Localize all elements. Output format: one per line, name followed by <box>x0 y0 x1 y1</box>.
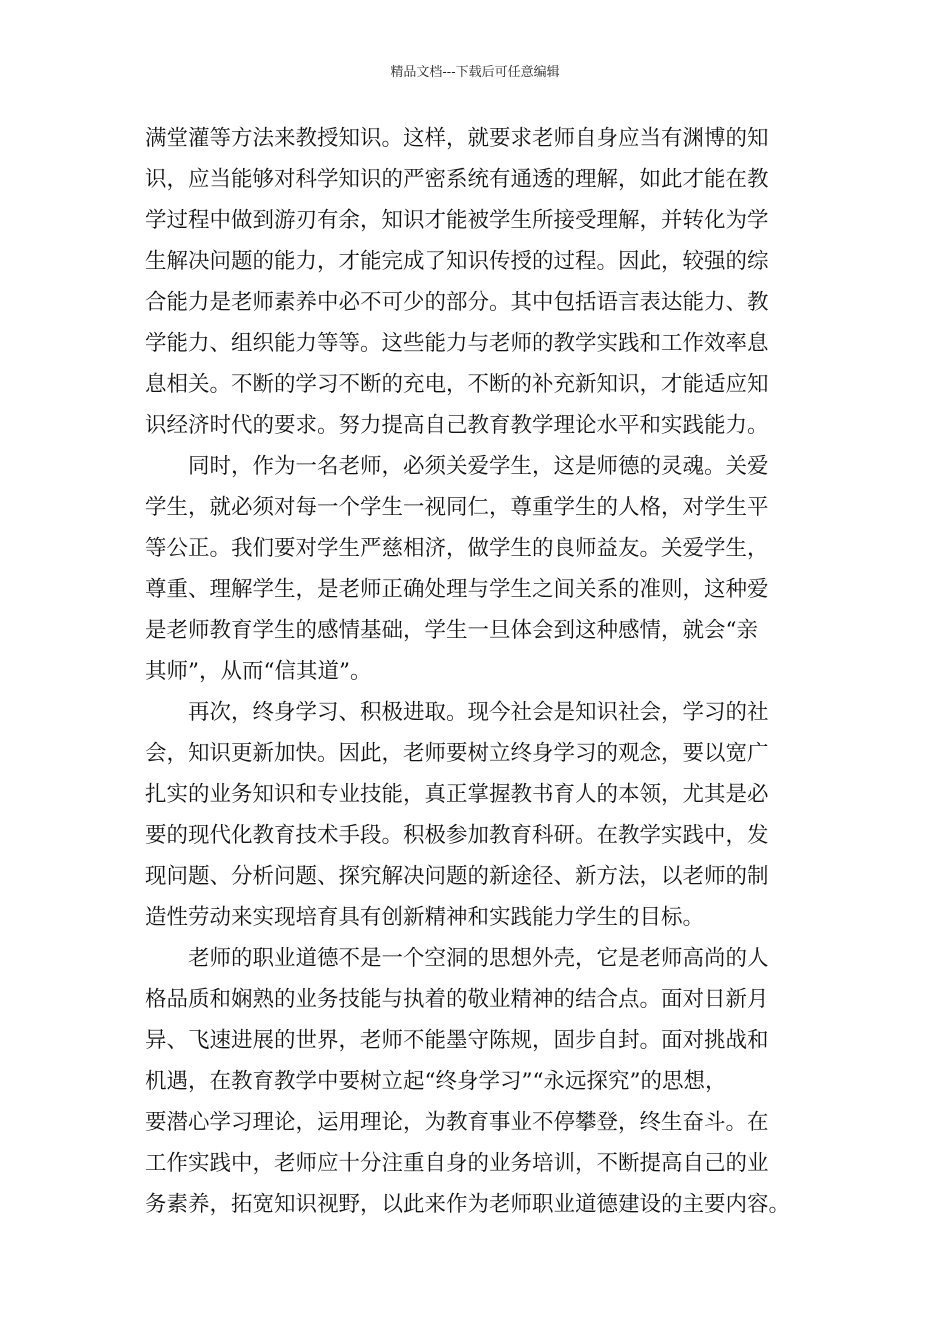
text-line: 再次，终身学习、积极进取。现今社会是知识社会，学习的社 <box>188 700 769 725</box>
text-line: 是老师教育学生的感情基础，学生一旦体会到这种感情，就会“亲 <box>145 618 758 643</box>
text-line: 现问题、分析问题、探究解决问题的新途径、新方法，以老师的制 <box>145 864 769 889</box>
text-line: 要潜心学习理论，运用理论，为教育事业不停攀登，终生奋斗。在 <box>145 1110 769 1135</box>
text-line: 机遇，在教育教学中要树立起“终身学习”“永远探究”的思想， <box>145 1069 727 1094</box>
text-line: 格品质和娴熟的业务技能与执着的敬业精神的结合点。面对日新月 <box>145 987 769 1012</box>
text-line: 老师的职业道德不是一个空洞的思想外壳，它是老师高尚的人 <box>188 946 769 971</box>
text-line: 学过程中做到游刃有余，知识才能被学生所接受理解，并转化为学 <box>145 208 769 233</box>
text-line: 务素养，拓宽知识视野，以此来作为老师职业道德建设的主要内容。 <box>145 1192 791 1217</box>
text-line: 识，应当能够对科学知识的严密系统有通透的理解，如此才能在教 <box>145 167 769 192</box>
text-line: 学能力、组织能力等等。这些能力与老师的教学实践和工作效率息 <box>145 331 769 356</box>
text-line: 息相关。不断的学习不断的充电，不断的补充新知识，才能适应知 <box>145 372 769 397</box>
text-line: 同时，作为一名老师，必须关爱学生，这是师德的灵魂。关爱 <box>188 454 769 479</box>
text-line: 识经济时代的要求。努力提高自己教育教学理论水平和实践能力。 <box>145 413 769 438</box>
text-line: 扎实的业务知识和专业技能，真正掌握教书育人的本领，尤其是必 <box>145 782 769 807</box>
text-line: 异、飞速进展的世界，老师不能墨守陈规，固步自封。面对挑战和 <box>145 1028 769 1053</box>
text-line: 生解决问题的能力，才能完成了知识传授的过程。因此，较强的综 <box>145 249 769 274</box>
text-line: 造性劳动来实现培育具有创新精神和实践能力学生的目标。 <box>145 905 705 930</box>
text-line: 会，知识更新加快。因此，老师要树立终身学习的观念，要以宽广 <box>145 741 769 766</box>
text-line: 其师”，从而“信其道”。 <box>145 659 372 684</box>
text-line: 尊重、理解学生，是老师正确处理与学生之间关系的准则，这种爱 <box>145 577 769 602</box>
text-line: 等公正。我们要对学生严慈相济，做学生的良师益友。关爱学生， <box>145 536 769 561</box>
page-header: 精品文档---下载后可任意编辑 <box>390 65 560 80</box>
text-line: 要的现代化教育技术手段。积极参加教育科研。在教学实践中，发 <box>145 823 769 848</box>
text-line: 工作实践中，老师应十分注重自身的业务培训，不断提高自己的业 <box>145 1151 769 1176</box>
text-line: 合能力是老师素养中必不可少的部分。其中包括语言表达能力、教 <box>145 290 769 315</box>
text-line: 满堂灌等方法来教授知识。这样，就要求老师自身应当有渊博的知 <box>145 126 769 151</box>
text-line: 学生，就必须对每一个学生一视同仁，尊重学生的人格，对学生平 <box>145 495 769 520</box>
document-body <box>145 118 825 1225</box>
